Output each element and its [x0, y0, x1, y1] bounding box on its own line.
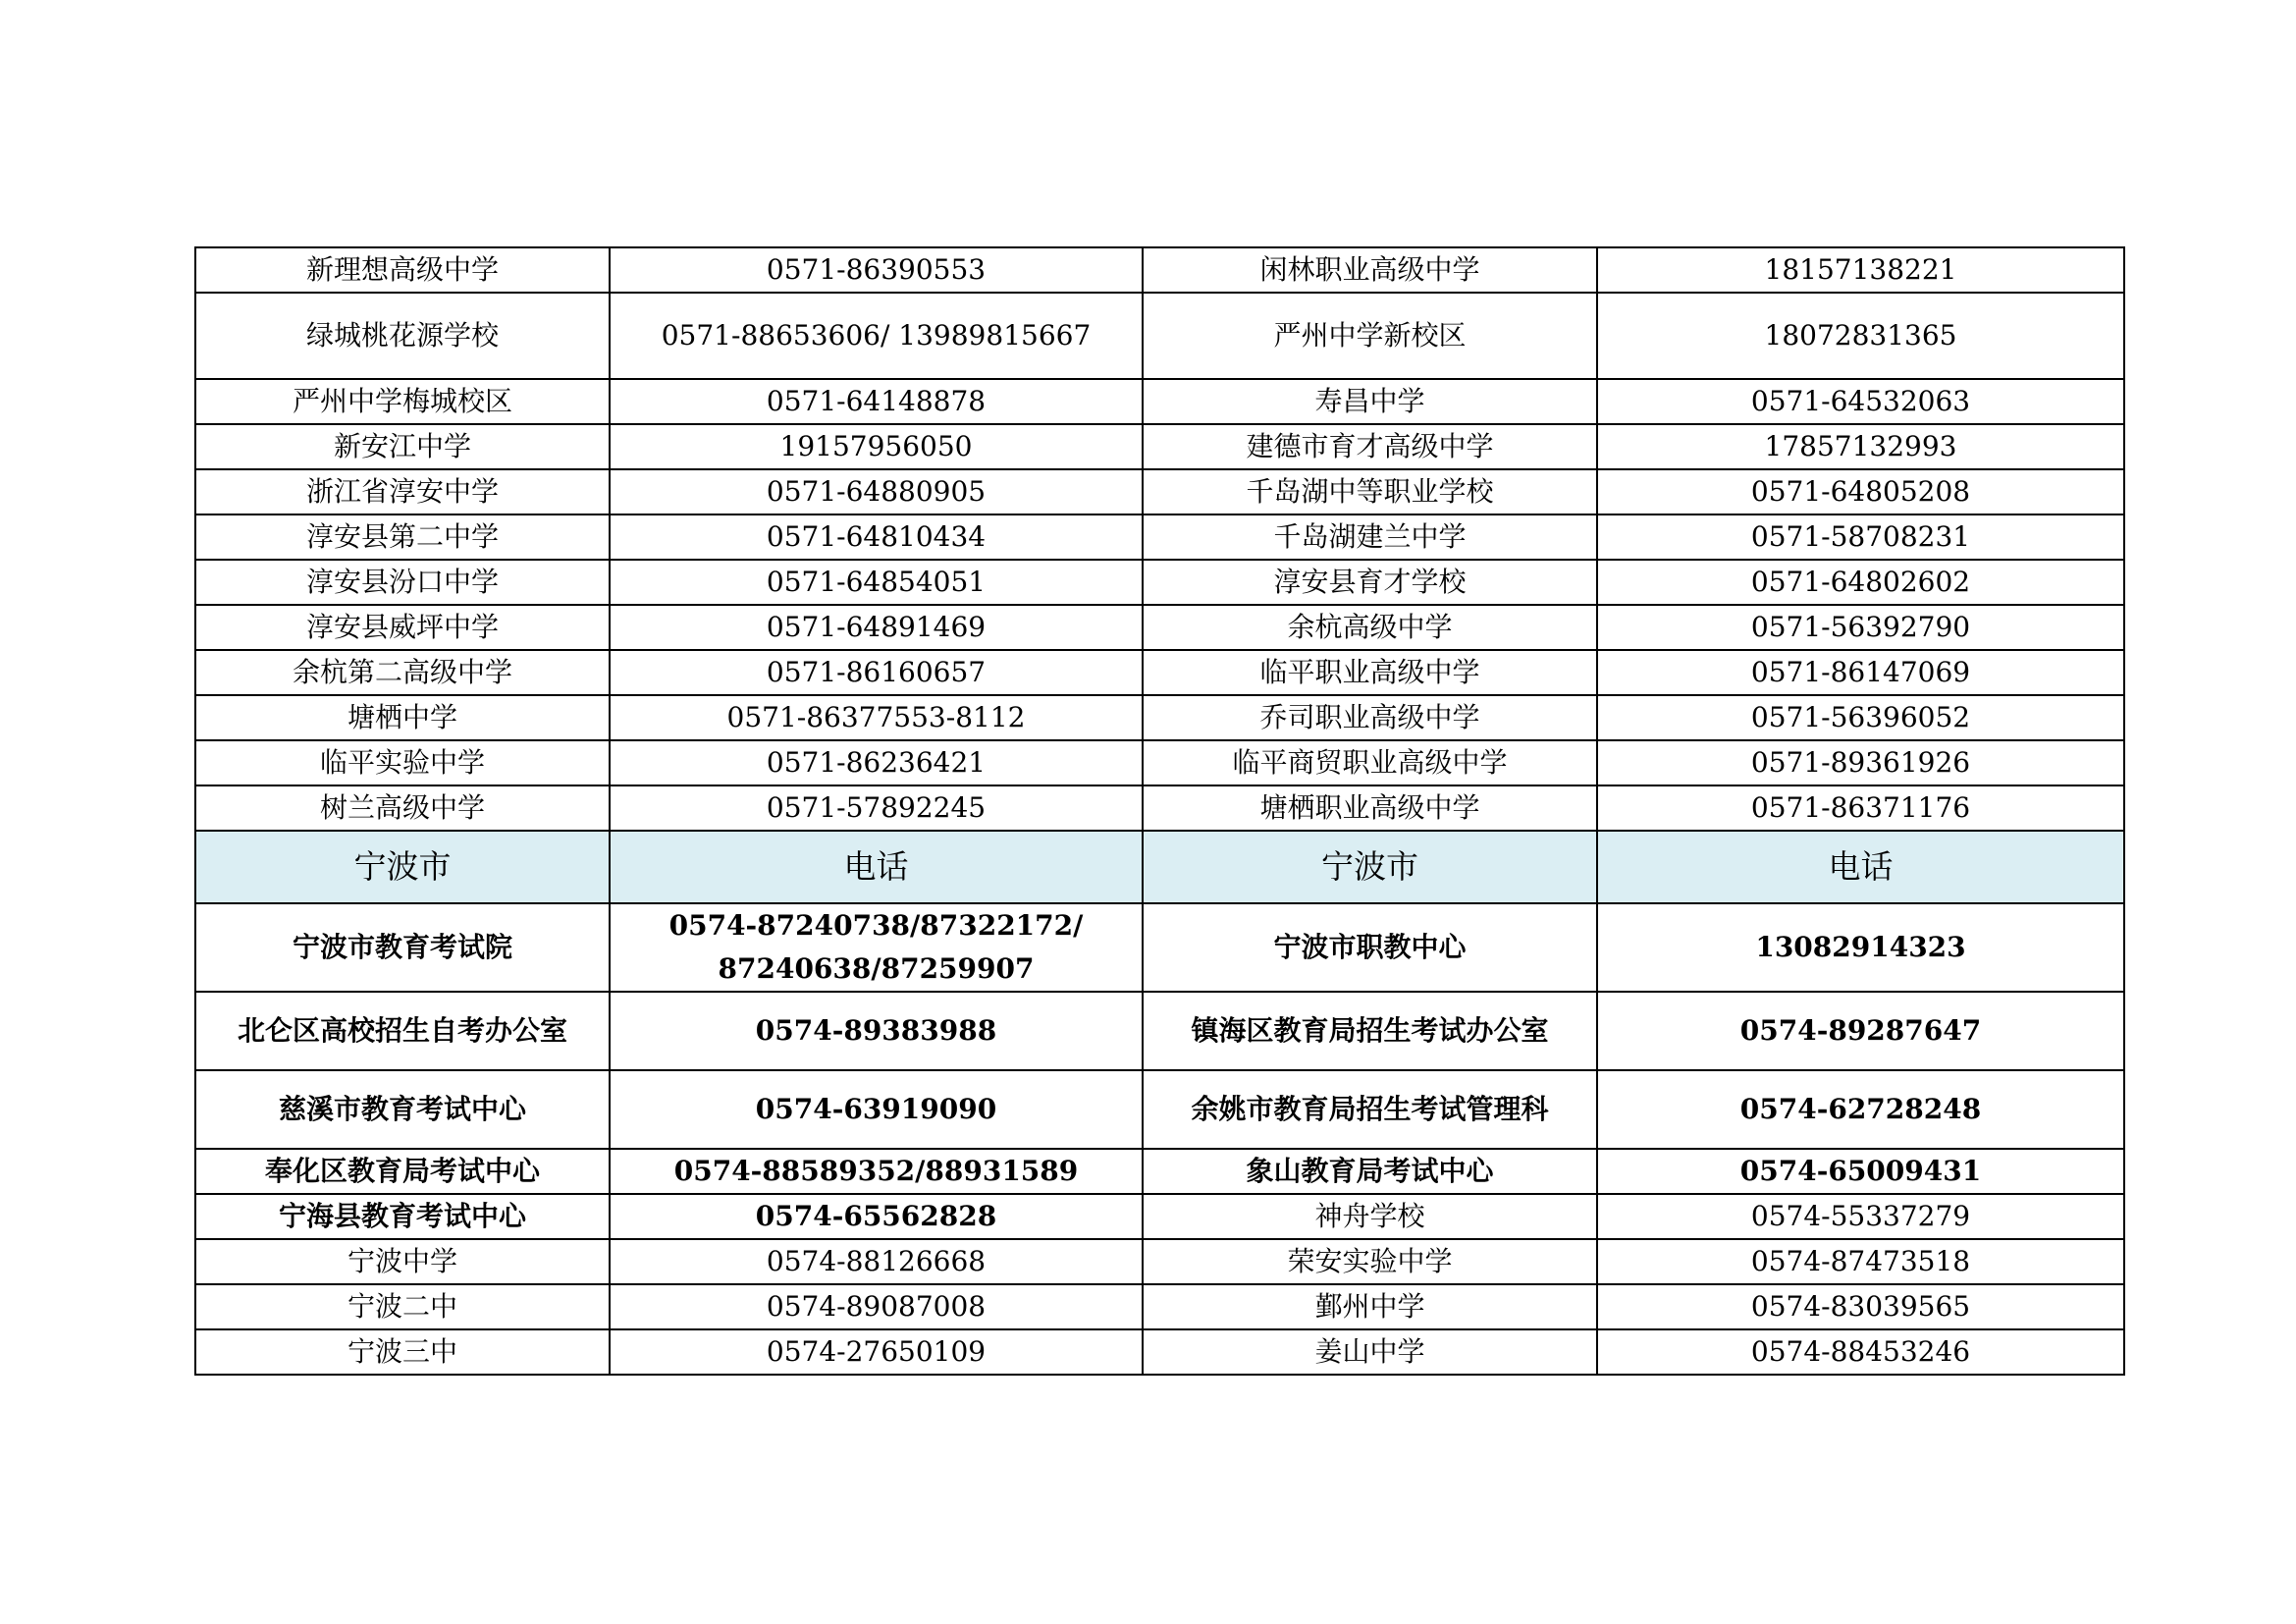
name-cell: 姜山中学: [1143, 1329, 1597, 1375]
name-cell: 新安江中学: [195, 424, 610, 469]
name-cell: 淳安县第二中学: [195, 514, 610, 560]
table-row: [195, 293, 2124, 379]
name-cell: 千岛湖中等职业学校: [1143, 469, 1597, 514]
phone-cell: 0574-55337279: [1597, 1194, 2124, 1239]
name-cell: 寿昌中学: [1143, 379, 1597, 424]
table-row: [195, 1070, 2124, 1149]
name-cell: 奉化区教育局考试中心: [195, 1149, 610, 1194]
table-row: [195, 247, 2124, 293]
name-cell: 闲林职业高级中学: [1143, 247, 1597, 293]
name-cell: 淳安县汾口中学: [195, 560, 610, 605]
phone-cell: 0571-56396052: [1597, 695, 2124, 740]
phone-cell: 0571-64532063: [1597, 379, 2124, 424]
table-row: [195, 1149, 2124, 1194]
name-cell: 宁海县教育考试中心: [195, 1194, 610, 1239]
name-cell: 宁波二中: [195, 1284, 610, 1329]
phone-cell: 19157956050: [610, 424, 1143, 469]
phone-cell: 0571-57892245: [610, 785, 1143, 831]
phone-cell: 0574-89087008: [610, 1284, 1143, 1329]
phone-cell: 0571-64148878: [610, 379, 1143, 424]
phone-cell: 0574-65009431: [1597, 1149, 2124, 1194]
phone-cell: 0574-87240738/87322172/ 87240638/87259907: [610, 903, 1143, 992]
table-row: [195, 514, 2124, 560]
name-cell: 临平商贸职业高级中学: [1143, 740, 1597, 785]
contact-table: [194, 246, 2125, 1376]
name-cell: 树兰高级中学: [195, 785, 610, 831]
contact-table-body: [195, 247, 2124, 1375]
phone-cell: 0571-86236421: [610, 740, 1143, 785]
name-cell: 余杭第二高级中学: [195, 650, 610, 695]
name-cell: 宁波三中: [195, 1329, 610, 1375]
contact-table-container: [194, 246, 2123, 1376]
name-cell: 严州中学新校区: [1143, 293, 1597, 379]
name-cell: 塘栖职业高级中学: [1143, 785, 1597, 831]
table-row: [195, 740, 2124, 785]
phone-cell: 0571-64854051: [610, 560, 1143, 605]
phone-cell: 0571-58708231: [1597, 514, 2124, 560]
name-cell: 余姚市教育局招生考试管理科: [1143, 1070, 1597, 1149]
phone-cell: 0574-27650109: [610, 1329, 1143, 1375]
name-cell: 淳安县威坪中学: [195, 605, 610, 650]
section-header-row: [195, 831, 2124, 903]
name-cell: 千岛湖建兰中学: [1143, 514, 1597, 560]
table-row: [195, 992, 2124, 1070]
phone-cell: 13082914323: [1597, 903, 2124, 992]
name-cell: 淳安县育才学校: [1143, 560, 1597, 605]
name-cell: 建德市育才高级中学: [1143, 424, 1597, 469]
phone-cell: 0574-88589352/88931589: [610, 1149, 1143, 1194]
phone-cell: 0571-86377553-8112: [610, 695, 1143, 740]
phone-cell: 18157138221: [1597, 247, 2124, 293]
table-row: [195, 560, 2124, 605]
phone-cell: 18072831365: [1597, 293, 2124, 379]
name-cell: 神舟学校: [1143, 1194, 1597, 1239]
name-cell: 宁波中学: [195, 1239, 610, 1284]
name-cell: 宁波市教育考试院: [195, 903, 610, 992]
phone-cell: 0571-64891469: [610, 605, 1143, 650]
name-cell: 临平实验中学: [195, 740, 610, 785]
table-row: [195, 379, 2124, 424]
phone-cell: 0571-86147069: [1597, 650, 2124, 695]
phone-cell: 0571-56392790: [1597, 605, 2124, 650]
table-row: [195, 469, 2124, 514]
phone-cell: 0574-89287647: [1597, 992, 2124, 1070]
phone-cell: 0571-88653606/ 13989815667: [610, 293, 1143, 379]
phone-cell: 0574-63919090: [610, 1070, 1143, 1149]
phone-cell: 0571-64880905: [610, 469, 1143, 514]
name-cell: 荣安实验中学: [1143, 1239, 1597, 1284]
name-cell: 宁波市职教中心: [1143, 903, 1597, 992]
phone-cell: 0571-64810434: [610, 514, 1143, 560]
name-cell: 乔司职业高级中学: [1143, 695, 1597, 740]
table-row: [195, 1239, 2124, 1284]
phone-cell: 0574-83039565: [1597, 1284, 2124, 1329]
table-row: [195, 1329, 2124, 1375]
table-row: [195, 650, 2124, 695]
name-cell: 鄞州中学: [1143, 1284, 1597, 1329]
name-cell: 绿城桃花源学校: [195, 293, 610, 379]
phone-cell: 0571-64805208: [1597, 469, 2124, 514]
name-cell: 余杭高级中学: [1143, 605, 1597, 650]
name-cell: 北仑区高校招生自考办公室: [195, 992, 610, 1070]
phone-cell: 0574-88126668: [610, 1239, 1143, 1284]
header-cell: 宁波市: [195, 831, 610, 903]
phone-cell: 0571-86390553: [610, 247, 1143, 293]
phone-cell: 0574-62728248: [1597, 1070, 2124, 1149]
name-cell: 严州中学梅城校区: [195, 379, 610, 424]
table-row: [195, 903, 2124, 992]
header-cell: 宁波市: [1143, 831, 1597, 903]
phone-cell: 0574-87473518: [1597, 1239, 2124, 1284]
table-row: [195, 1284, 2124, 1329]
table-row: [195, 605, 2124, 650]
name-cell: 象山教育局考试中心: [1143, 1149, 1597, 1194]
phone-cell: 0571-89361926: [1597, 740, 2124, 785]
name-cell: 浙江省淳安中学: [195, 469, 610, 514]
name-cell: 塘栖中学: [195, 695, 610, 740]
name-cell: 新理想高级中学: [195, 247, 610, 293]
table-row: [195, 785, 2124, 831]
name-cell: 慈溪市教育考试中心: [195, 1070, 610, 1149]
phone-cell: 0571-86371176: [1597, 785, 2124, 831]
phone-cell: 0574-89383988: [610, 992, 1143, 1070]
name-cell: 镇海区教育局招生考试办公室: [1143, 992, 1597, 1070]
phone-cell: 0574-88453246: [1597, 1329, 2124, 1375]
header-cell: 电话: [1597, 831, 2124, 903]
table-row: [195, 695, 2124, 740]
phone-cell: 0571-86160657: [610, 650, 1143, 695]
name-cell: 临平职业高级中学: [1143, 650, 1597, 695]
phone-cell: 0571-64802602: [1597, 560, 2124, 605]
table-row: [195, 1194, 2124, 1239]
phone-cell: 0574-65562828: [610, 1194, 1143, 1239]
table-row: [195, 424, 2124, 469]
phone-cell: 17857132993: [1597, 424, 2124, 469]
header-cell: 电话: [610, 831, 1143, 903]
